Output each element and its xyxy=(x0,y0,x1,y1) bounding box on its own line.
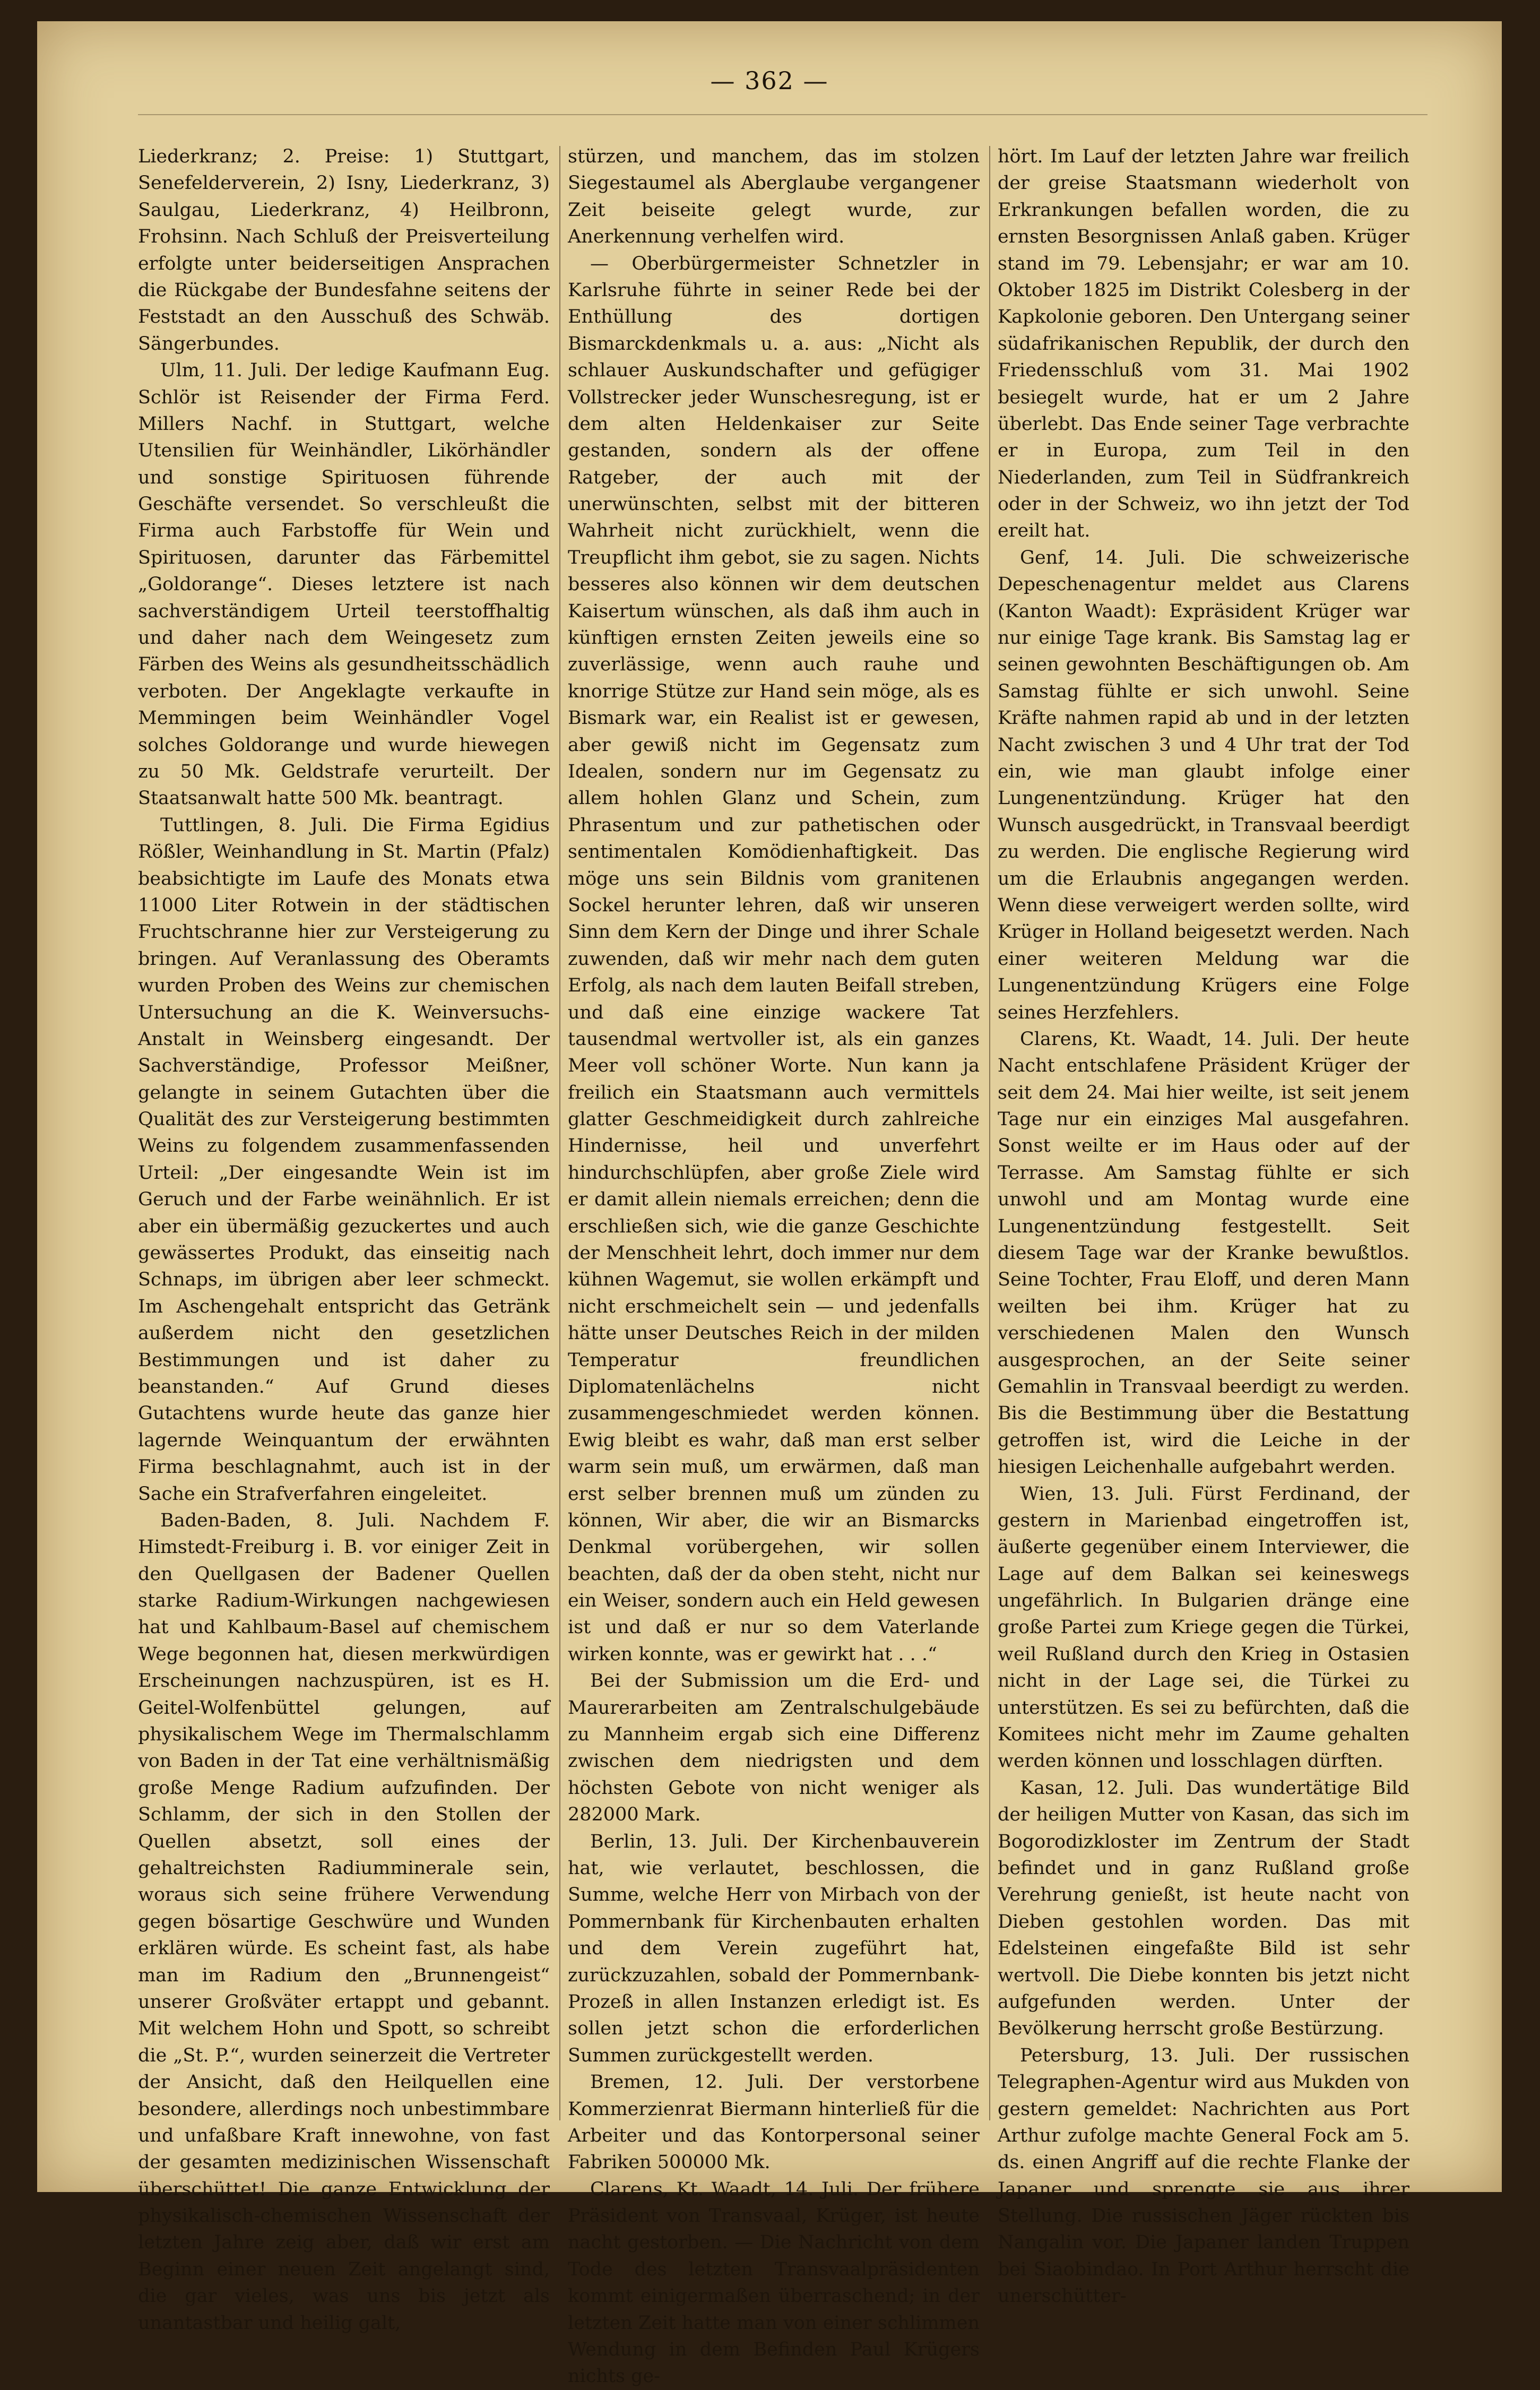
article-wien: Wien, 13. Juli. Fürst Ferdinand, der gestern in Marienbad eingetroffen ist, äußerte gegenüber einem Interviewer, die Lage auf dem Balkan sei keineswegs ungefährlich. In Bulgarien dränge eine große Partei zum Kriege gegen die Türkei, weil Rußland durch den Krieg in Ostasien nicht in der Lage sei, die Türkei zu unterstützen. Es sei zu befürchten, daß die Komitees nicht mehr im Zaume gehalten werden können und losschlagen dürften. xyxy=(998,1483,1409,1772)
article-karlsruhe: — Oberbürgermeister Schnetzler in Karlsruhe führte in seiner Rede bei der Enthüllung des dortigen Bismarckdenkmals u. a. aus: „Nicht als schlauer Auskundschafter und gefügiger Vollstrecker jeder Wunschesregung, ist er dem alten Heldenkaiser zur Seite gestanden, sondern als der offene Ratgeber, der auch mit der unerwünschten, selbst mit der bitteren Wahrheit nicht zurückhielt, wenn die Treupflicht ihm gebot, sie zu sagen. Nichts besseres also können wir dem deutschen Kaisertum wünschen, als daß ihm auch in künftigen ernsten Zeiten jeweils eine so zuverlässige, wenn auch rauhe und knorrige Stütze zur Hand sein möge, als es Bismark war, ein Realist ist er gewesen, aber gewiß nicht im Gegensatz zum Idealen, sondern nur im Gegensatz zu allem hohlen Glanz und Schein, zum Phrasentum und zur pathetischen oder sentimentalen Komödienhaftigkeit. Das möge uns sein Bildnis vom granitenen Sockel herunter lehren, daß wir unseren Sinn dem Kern der Dinge und ihrer Schale zuwenden, daß wir mehr nach dem guten Erfolg, als nach dem lauten Beifall streben, und daß eine einzige wackere Tat tausendmal wertvoller ist, als ein ganzes Meer voll schöner Worte. Nun kann ja freilich ein Staatsmann auch vermittels glatter Geschmeidigkeit durch zahlreiche Hindernisse, heil und unverfehrt hindurchschlüpfen, aber große Ziele wird er damit allein niemals erreichen; denn die erschließen sich, wie die ganze Geschichte der Menschheit lehrt, doch immer nur dem kühnen Wagemut, sie wollen erkämpft und nicht erschmeichelt sein — und jedenfalls hätte unser Deutsches Reich in der milden Temperatur freundlichen Diplomatenlächelns nicht zusammengeschmiedet werden können. Ewig bleibt es wahr, daß man erst selber warm sein muß, um erwärmen, daß man erst selber brennen muß um zünden zu können, Wir aber, die wir an Bismarcks Denkmal vorübergehen, wir sollen beachten, daß der da oben steht, nicht nur ein Weiser, sondern auch ein Held gewesen ist und daß er nur so dem Vaterlande wirken konnte, was er gewirkt hat . . .“ xyxy=(568,253,980,1665)
column-3 xyxy=(998,143,1409,2307)
newspaper-page xyxy=(37,21,1502,2387)
article-clarens: Clarens, Kt. Waadt, 14. Juli. Der frühere Präsident von Transvaal, Krüger, ist heute nacht gestorben. — Die Nachricht von dem Tode des letzten Transvaalpräsidenten kommt einigermaßen überraschend; in der letzten Zeit hatte man von einer schlimmen Wendung in dem Befinden Paul Krügers nichts ge- xyxy=(568,2178,980,2387)
article-bremen: Bremen, 12. Juli. Der verstorbene Kommerzienrat Biermann hinterließ für die Arbeiter und das Kontorpersonal seiner Fabriken 500000 Mk. xyxy=(568,2072,980,2173)
article-kasan: Kasan, 12. Juli. Das wundertätige Bild der heiligen Mutter von Kasan, das sich im Bogorodizkloster im Zentrum der Stadt befindet und in ganz Rußland große Verehrung genießt, ist heute nacht von Dieben gestohlen worden. Das mit Edelsteinen eingefaßte Bild ist sehr wertvoll. Die Diebe konnten bis jetzt nicht aufgefunden werden. Unter der Bevölkerung herrscht große Bestürzung. xyxy=(998,1777,1409,2040)
column-divider xyxy=(989,146,990,2120)
article-genf: Genf, 14. Juli. Die schweizerische Depeschenagentur meldet aus Clarens (Kanton Waadt): Expräsident Krüger war nur einige Tage krank. Bis Samstag lag er seinen gewohnten Beschäftigungen ob. Am Samstag fühlte er sich unwohl. Seine Kräfte nahmen rapid ab und in der letzten Nacht zwischen 3 und 4 Uhr trat der Tod ein, wie man glaubt infolge einer Lungenentzündung. Krüger hat den Wunsch ausgedrückt, in Transvaal beerdigt zu werden. Die englische Regierung wird um die Erlaubnis angegangen werden. Wenn diese verweigert werden sollte, wird Krüger in Holland beigesetzt werden. Nach einer weiteren Meldung war die Lungenentzündung Krügers eine Folge seines Herzfehlers. xyxy=(998,547,1409,1023)
article-continuation: stürzen, und manchem, das im stolzen Siegestaumel als Aberglaube vergangener Zeit beiseite gelegt wurde, zur Anerkennung verhelfen wird. xyxy=(568,146,980,248)
article-clarens-2: Clarens, Kt. Waadt, 14. Juli. Der heute Nacht entschlafene Präsident Krüger der seit dem 24. Mai hier weilte, ist seit jenem Tage nur ein einziges Mal ausgefahren. Sonst weilte er im Haus oder auf der Terrasse. Am Samstag fühlte er sich unwohl und am Montag wurde eine Lungenentzündung festgestellt. Seit diesem Tage war der Kranke bewußtlos. Seine Tochter, Frau Eloff, und deren Mann weilten bei ihm. Krüger hat zu verschiedenen Malen den Wunsch ausgesprochen, an der Seite seiner Gemahlin in Transvaal beerdigt zu werden. Bis die Bestimmung über die Bestattung getroffen ist, wird die Leiche in der hiesigen Leichenhalle aufgebahrt werden. xyxy=(998,1028,1409,1478)
column-1 xyxy=(138,143,550,2334)
article-mannheim: Bei der Submission um die Erd- und Maurerarbeiten am Zentralschulgebäude zu Mannheim ergab sich eine Differenz zwischen dem niedrigsten und dem höchsten Gebote von nicht weniger als 282000 Mark. xyxy=(568,1670,980,1826)
column-2 xyxy=(568,143,980,2387)
article-ulm: Ulm, 11. Juli. Der ledige Kaufmann Eug. Schlör ist Reisender der Firma Ferd. Millers Nachf. in Stuttgart, welche Utensilien für Weinhändler, Likörhändler und sonstige Spirituosen führende Geschäfte versendet. So verschleußt die Firma auch Farbstoffe für Wein und Spirituosen, darunter das Färbemittel „Goldorange“. Dieses letztere ist nach sachverständigem Urteil teerstoffhaltig und daher nach dem Weingesetz zum Färben des Weins als gesundheitsschädlich verboten. Der Angeklagte verkaufte in Memmingen beim Weinhändler Vogel solches Goldorange und wurde hiewegen zu 50 Mk. Geldstrafe verurteilt. Der Staatsanwalt hatte 500 Mk. beantragt. xyxy=(138,360,550,809)
article-baden-baden: Baden-Baden, 8. Juli. Nachdem F. Himstedt-Freiburg i. B. vor einiger Zeit in den Quellgasen der Badener Quellen starke Radium-Wirkungen nachgewiesen hat und Kahlbaum-Basel auf chemischem Wege begonnen hat, diesen merkwürdigen Erscheinungen nachzuspüren, ist es H. Geitel-Wolfenbüttel gelungen, auf physikalischem Wege im Thermalschlamm von Baden in der Tat eine verhältnismäßig große Menge Radium aufzufinden. Der Schlamm, der sich in den Stollen der Quellen absetzt, soll eines der gehaltreichsten Radiumminerale sein, woraus sich seine frühere Verwendung gegen bösartige Geschwüre und Wunden erklären würde. Es scheint fast, als habe man im Radium den „Brunnengeist“ unserer Großväter ertappt und gebannt. Mit welchem Hohn und Spott, so schreibt die „St. P.“, wurden seinerzeit die Vertreter der Ansicht, daß den Heilquellen eine besondere, allerdings noch unbestimmbare und unfaßbare Kraft innewohne, von fast der gesamten medizinischen Wissenschaft überschüttet! Die ganze Entwicklung der physikalisch-chemischen Wissenschaft der letzten Jahre zeig aber, daß wir erst am Beginn einer neuen Zeit angelangt sind, die gar vieles, was uns bis jetzt als unantastbar und heilig galt, xyxy=(138,1509,550,2334)
article-petersburg: Petersburg, 13. Juli. Der russischen Telegraphen-Agentur wird aus Mukden von gestern gemeldet: Nachrichten aus Port Arthur zufolge machte General Fock am 5. ds. einen Angriff auf die rechte Flanke der Japaner und sprengte sie aus ihrer Stellung. Die russischen Jäger rückten bis Nangalin vor. Die Japaner landen Truppen bei Siaobindao. In Port Arthur herrscht die unerschütter- xyxy=(998,2044,1409,2307)
article-tuttlingen: Tuttlingen, 8. Juli. Die Firma Egidius Rößler, Weinhandlung in St. Martin (Pfalz) beabsichtigte im Laufe des Monats etwa 11000 Liter Rotwein in der städtischen Fruchtschranne hier zur Versteigerung zu bringen. Auf Veranlassung des Oberamts wurden Proben des Weins zur chemischen Untersuchung an die K. Weinversuchs-Anstalt in Weinsberg eingesandt. Der Sachverständige, Professor Meißner, gelangte in seinem Gutachten über die Qualität des zur Versteigerung bestimmten Weins zu folgendem zusammenfassenden Urteil: „Der eingesandte Wein ist im Geruch und der Farbe weinähnlich. Er ist aber ein übermäßig gezuckertes und auch gewässertes Produkt, das einseitig nach Schnaps, im übrigen aber leer schmeckt. Im Aschengehalt entspricht das Getränk außerdem nicht den gesetzlichen Bestimmungen und ist daher zu beanstanden.“ Auf Grund dieses Gutachtens wurde heute das ganze hier lagernde Weinquantum der erwähnten Firma beschlagnahmt, auch ist in der Sache ein Strafverfahren eingeleitet. xyxy=(138,814,550,1505)
article-continuation: Liederkranz; 2. Preise: 1) Stuttgart, Senefelderverein, 2) Isny, Liederkranz, 3) Saulgau, Liederkranz, 4) Heilbronn, Frohsinn. Nach Schluß der Preisverteilung erfolgte unter beiderseitigen Ansprachen die Rückgabe der Bundesfahne seitens der Feststadt an den Ausschuß des Schwäb. Sängerbundes. xyxy=(138,146,550,355)
article-berlin: Berlin, 13. Juli. Der Kirchenbauverein hat, wie verlautet, beschlossen, die Summe, welche Herr von Mirbach von der Pommernbank für Kirchenbauten erhalten und dem Verein zugeführt hat, zurückzuzahlen, sobald der Pommernbank-Prozeß in allen Instanzen erledigt ist. Es sollen jetzt schon die erforderlichen Summen zurückgestellt werden. xyxy=(568,1831,980,2066)
page-number: — 362 — xyxy=(710,66,829,95)
header-rule xyxy=(138,114,1427,115)
column-divider xyxy=(559,146,560,2120)
article-continuation: hört. Im Lauf der letzten Jahre war freilich der greise Staatsmann wiederholt von Erkrankungen befallen worden, die zu ernsten Besorgnissen Anlaß gaben. Krüger stand im 79. Lebensjahr; er war am 10. Oktober 1825 im Distrikt Colesberg in der Kapkolonie geboren. Den Untergang seiner südafrikanischen Republik, der durch den Friedensschluß vom 31. Mai 1902 besiegelt wurde, hat er um 2 Jahre überlebt. Das Ende seiner Tage verbrachte er in Europa, zum Teil in den Niederlanden, zum Teil in Südfrankreich oder in der Schweiz, wo ihn jetzt der Tod ereilt hat. xyxy=(998,146,1409,542)
